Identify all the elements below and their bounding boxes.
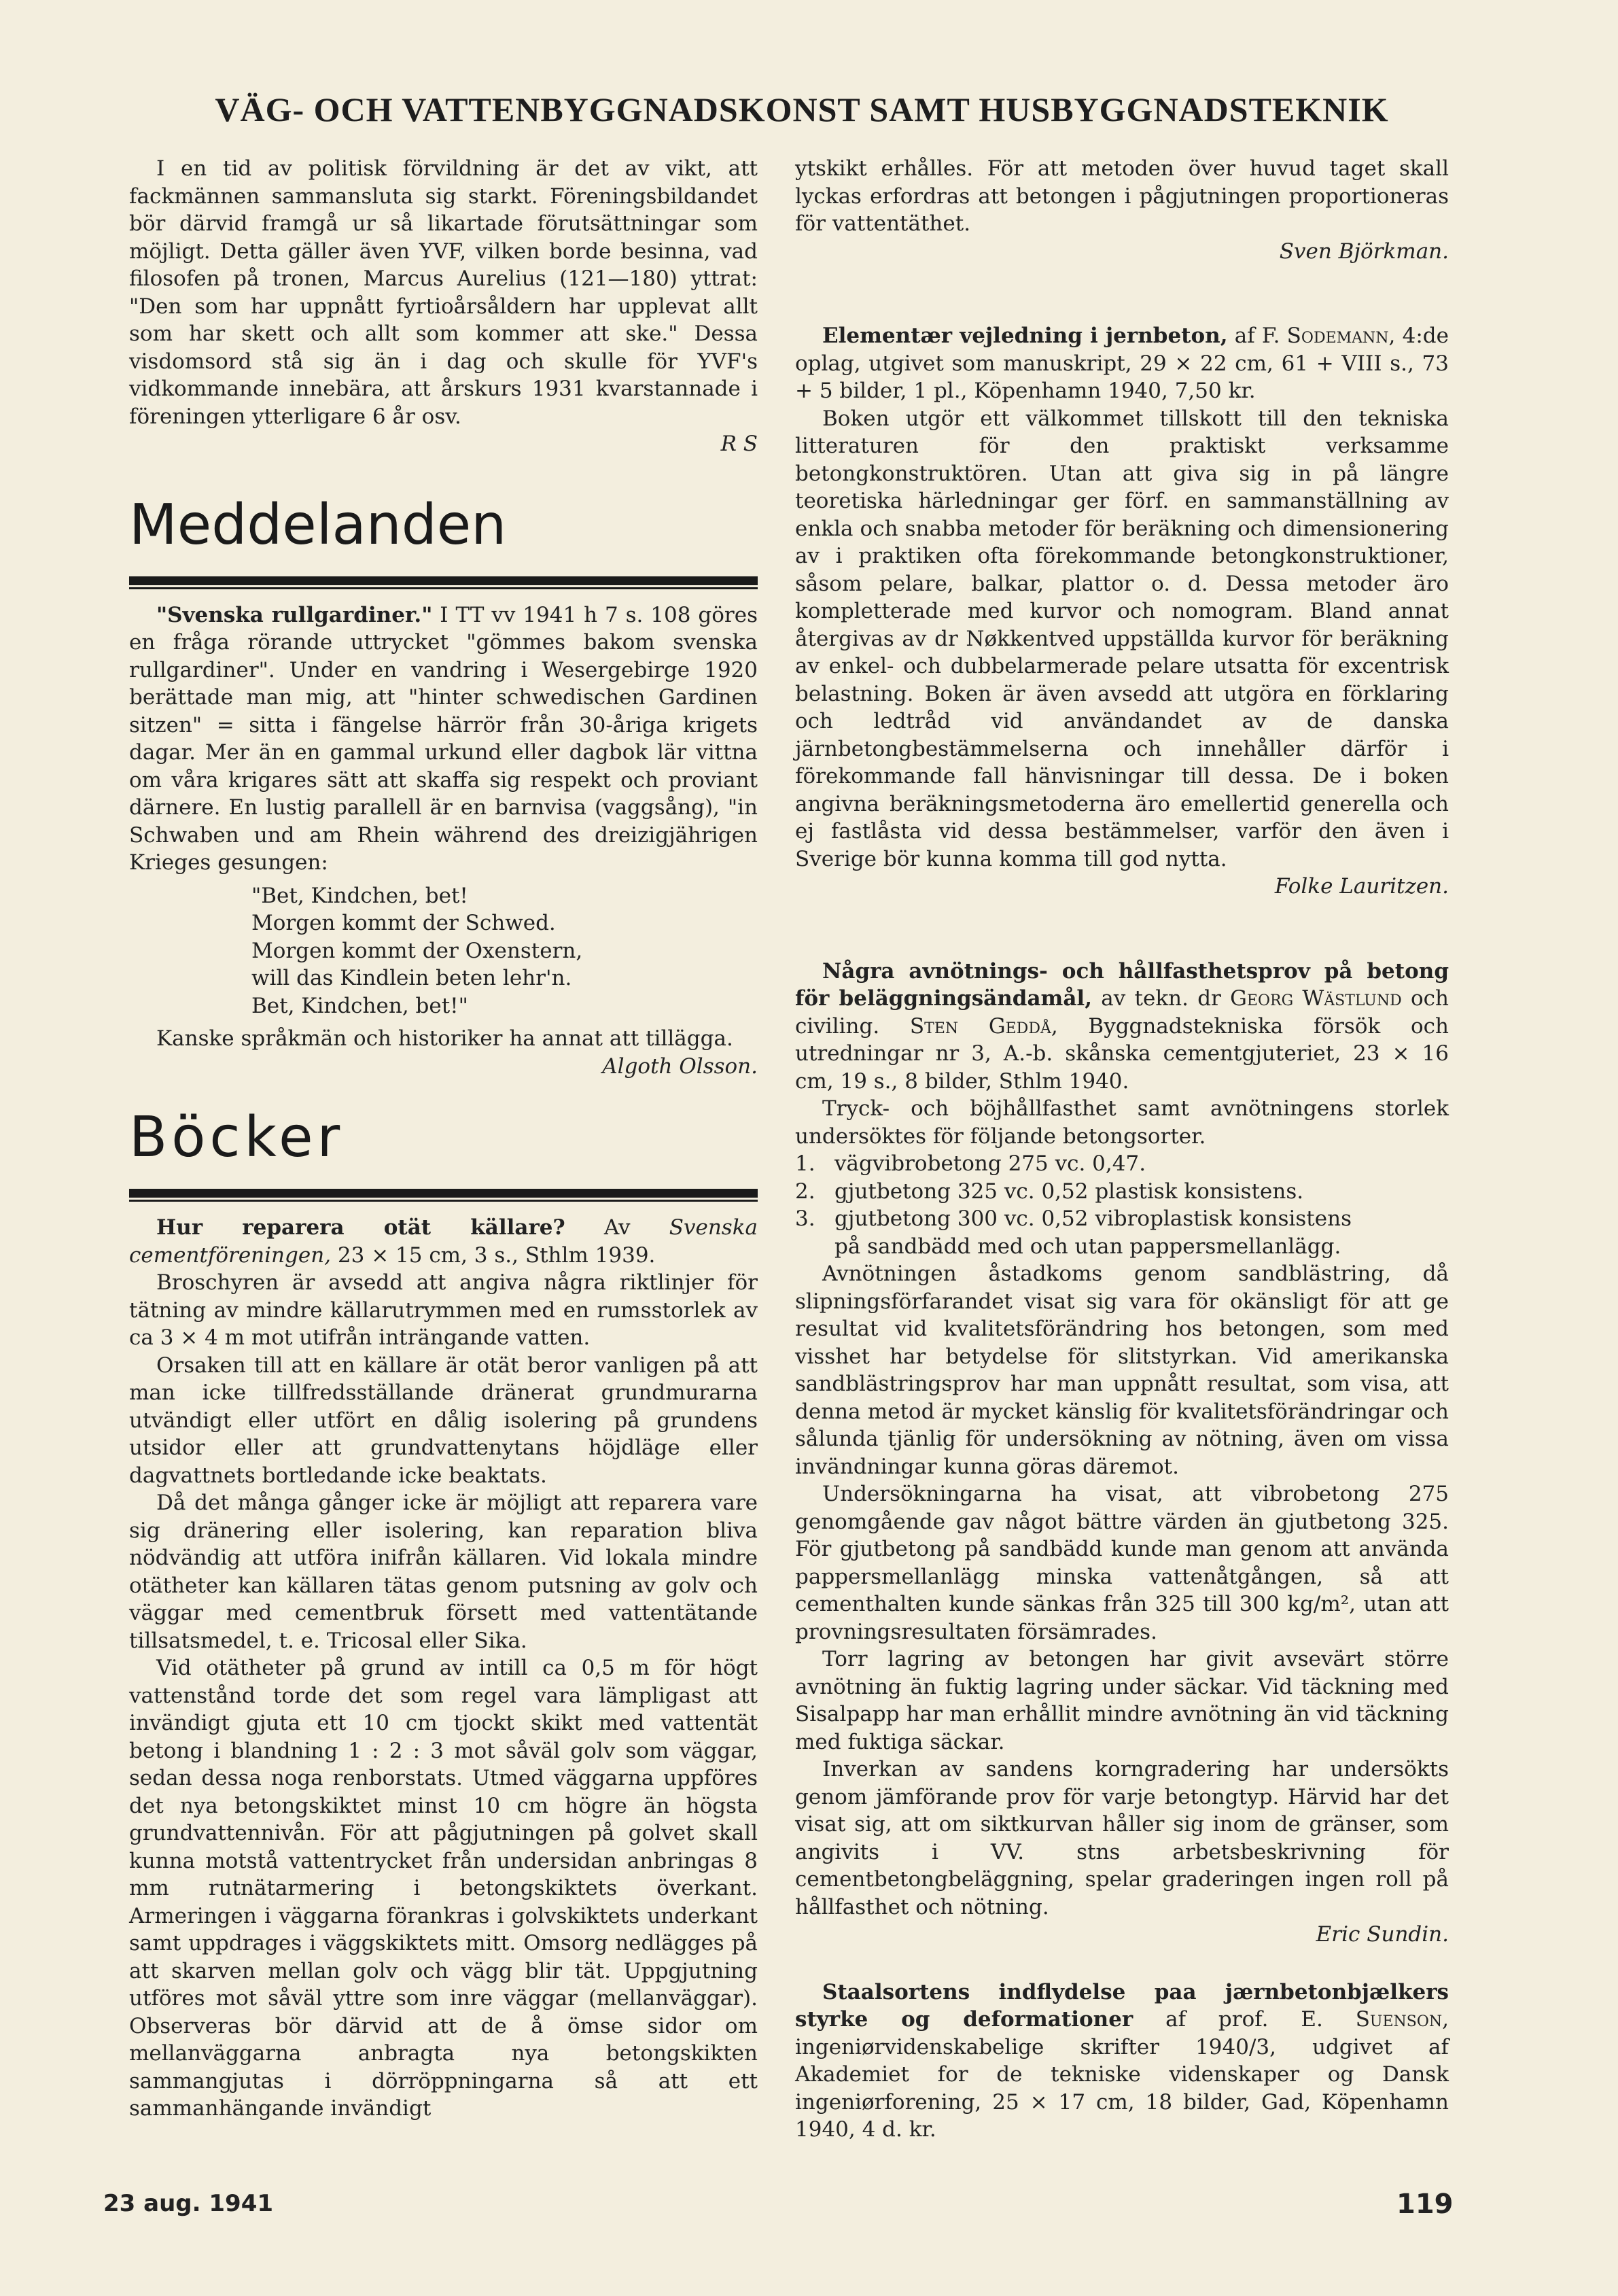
nagra-article-head (795, 958, 1449, 1096)
nagra-paragraph-3: Undersökningarna ha visat, att vibrobetong 275 genomgående gav något bättre värden än gjutbetong 325. För gjutbetong på sandbädd kunde man genom att använda pappersmellanlägg minska vattenåtgången, så att cementhalten kunde sänkas från 325 till 300 kg/m², utan att provningsresultaten försämrades. (795, 1482, 1449, 1644)
list-text: gjutbetong 325 vc. 0,52 plastisk konsistens. (834, 1179, 1304, 1204)
list-number: 2. (795, 1179, 815, 1204)
section-rule-thin (129, 587, 758, 589)
nagra-paragraph-4: Torr lagring av betongen har givit avsevärt större avnötning än fuktig lagring under säckar. Vid täckning med Sisalpapp har man erhållit mindre avnötning än vid täckning med fuktiga säckar. (795, 1647, 1449, 1754)
hur-paragraph-1: Broschyren är avsedd att angiva några riktlinjer för tätning av mindre källarutrymmen med en rumsstorlek av ca 3 × 4 m mot utifrån inträngande vatten. (129, 1270, 758, 1350)
continued-signature: Sven Björkman. (1279, 239, 1449, 264)
page-number: 119 (1396, 2189, 1454, 2220)
hur-article-head (129, 1214, 758, 1269)
section-title-bocker: Böcker (129, 1105, 345, 1170)
nagra-paragraph-5: Inverkan av sandens korngradering har undersökts genom jämförande prov för varje betongtyp. Härvid har det visat sig, att om siktkurvan håller sig inom de gränser, som angivits i VV. stns arbetsbeskrivning för cementbetongbeläggning, spelar graderingen ingen roll på hållfasthet och nötning. (795, 1757, 1449, 1919)
svenska-article (129, 602, 758, 877)
elem-author: Sodemann, (1286, 324, 1396, 348)
staal-by: af prof. E. (1165, 2007, 1323, 2032)
continued-paragraph: ytskikt erhålles. För att metoden över huvud taget skall lyckas erfordras att betongen i pågjutningen proportioneras för vattentäthet. (795, 156, 1449, 236)
hur-heading: Hur reparera otät källare? (156, 1215, 565, 1240)
elem-article-head (795, 322, 1449, 405)
nagra-author-1: Georg Wästlund (1230, 986, 1402, 1011)
hur-paragraph-3: Då det många gånger icke är möjligt att reparera vare sig dränering eller isolering, kan reparation bliva nödvändig att utföra inifrån källaren. Vid lokala mindre otätheter kan källaren tätas genom putsning av golv och väggar med cementbruk försett med vattentätande tillsatsmedel, t. e. Tricosal eller Sika. (129, 1491, 758, 1653)
svenska-body: I TT vv 1941 h 7 s. 108 göres en fråga rörande uttrycket "gömmes bakom svenska rullgardiner". Under en vandring i Wesergebirge 1920 berättade man mig, att "hinter schwedischen Gardinen sitzen" = sitta i fängelse härrör från 30-åriga krigets dagar. Mer än en gammal urkund eller dagbok lär vittna om våra krigares sätt att skaffa sig respekt och proviant därnere. En lustig parallell är en barnvisa (vaggsång), "in Schwaben und am Rhein während des dreizigjährigen Krieges gesungen: (129, 602, 758, 875)
list-number: 1. (795, 1151, 815, 1176)
intro-paragraph: I en tid av politisk förvildning är det av vikt, att fackmännen sammansluta sig starkt. Föreningsbildandet bör därvid framgå ur så likartade förutsättningar som möjligt. Detta gäller även YVF, vilken borde besinna, vad filosofen på tronen, Marcus Aurelius (121—180) yttrat: "Den som har uppnått fyrtioårsåldern har upplevat allt som har skett och allt som kommer att ske." Dessa visdomsord stå sig än i dag och skulle för YVF's vidkommande innebära, att årskurs 1931 kvarstannade i föreningen ytterligare 6 år osv. (129, 156, 758, 429)
elem-signature: Folke Lauritzen. (1274, 874, 1449, 899)
hur-source-prefix: Av (603, 1215, 631, 1240)
section-rule-thick (129, 576, 758, 585)
nagra-signature: Eric Sundin. (1316, 1922, 1449, 1947)
poem-line: Morgen kommt der Oxenstern, (251, 938, 583, 963)
staal-details: ingeniørvidenskabelige skrifter 1940/3, udgivet af Akademiet for de tekniske videnskaper og Dansk ingeniørforening, 25 × 17 cm, 18 bilder, Gad, Köpenhamn 1940, 4 d. kr. (795, 2034, 1449, 2142)
running-header: VÄG- OCH VATTENBYGGNADSKONST SAMT HUSBYGGNADSTEKNIK (215, 90, 1389, 128)
poem-line: Morgen kommt der Schwed. (251, 911, 556, 935)
section-title-meddelanden: Meddelanden (129, 492, 507, 557)
list-item (795, 1178, 1449, 1206)
right-column (795, 155, 1449, 2144)
hur-source-details: 23 × 15 cm, 3 s., Sthlm 1939. (337, 1242, 656, 1268)
elem-by: af F. (1234, 324, 1280, 348)
nagra-author-2: Sten Geddå, (909, 1013, 1058, 1039)
staal-author: Suenson, (1355, 2007, 1449, 2032)
list-item-continuation: på sandbädd med och utan pappersmellanlägg. (834, 1234, 1341, 1259)
elem-paragraph-1: Boken utgör ett välkommet tillskott till den tekniska litteraturen för den praktiskt verksamme betongkonstruktören. Utan att giva sig in på längre teoretiska härledningar ger förf. en sammanställning av enkla och snabba metoder för beräkning och dimensionering av i praktiken ofta förekommande betongkonstruktioner, såsom pelare, balkar, plattor o. d. Dessa metoder äro kompletterade med kurvor och nomogram. Bland annat återgivas av dr Nøkkentved uppställda kurvor för beräkning av enkel- och dubbelarmerade pelare utsatta för excentrisk belastning. Boken är även avsedd att utgöra en förklaring och ledtråd vid användandet av de danska järnbetongbestämmelserna och innehåller därför i förekommande fall hänvisningar till dessa. De i boken angivna beräkningsmetoderna äro emellertid generella och ej fastlåsta vid dessa bestämmelser, varför den även i Sverige bör kunna komma till god nytta. (795, 406, 1449, 871)
svenska-tail: Kanske språkmän och historiker ha annat att tillägga. (156, 1026, 733, 1051)
hur-paragraph-4: Vid otätheter på grund av intill ca 0,5 m för högt vattenstånd torde det som regel vara lämpligast att invändigt gjuta ett 10 cm tjockt skikt med vattentät betong i blandning 1 : 2 : 3 mot såväl golv som väggar, sedan dessa noga renborstats. Utmed väggarna uppföres det nya betongskiktet minst 10 cm högre än högsta grundvattennivån. För att pågjutningen på golvet skall kunna motstå vattentrycket från undersidan anbringas 8 mm rutnätarmering i betongskiktets överkant. Armeringen i väggarna förankras i golvskiktets underkant samt uppdrages i väggskiktets mitt. Omsorg nedlägges på att skarven mellan golv och vägg blir tät. Uppgjutning utföres mot såväl yttre som inre väggar (mellanväggar). Observeras bör därvid att de å ömse sidor om mellanväggarna anbragta nya betongskikten sammangjutas i dörröppningarna så att ett sammanhängande invändigt (129, 1656, 758, 2121)
hur-source-publisher: Svenska cementföreningen, (129, 1215, 758, 1268)
nagra-heading: Några avnötnings- och hållfasthetsprov på betong för beläggningsändamål, (795, 958, 1449, 1011)
nagra-paragraph-2: Avnötningen åstadkoms genom sandblästring, då slipningsförfarandet visat sig vara för okänsligt för att ge resultat vid kvalitetsförändring hos betongen, som med visshet har betydelse för slitstyrkan. Vid amerikanska sandblästringsprov har man uppnått resultat, som visa, att denna metod är mycket känslig för kvalitetsförändringar och sålunda tjänlig för undersökning av nötning, även om vissa invändningar kunna göras däremot. (795, 1262, 1449, 1479)
elem-heading: Elementær vejledning i jernbeton, (822, 324, 1228, 348)
svenska-heading: "Svenska rullgardiner." (156, 602, 433, 627)
poem-line: Bet, Kindchen, bet!" (251, 993, 468, 1018)
poem (251, 882, 758, 1020)
list-text: vägvibrobetong 275 vc. 0,47. (834, 1151, 1146, 1176)
poem-line: "Bet, Kindchen, bet! (251, 883, 468, 908)
svenska-signature: Algoth Olsson. (602, 1054, 758, 1079)
poem-line: will das Kindlein beten lehr'n. (251, 966, 572, 990)
nagra-by: av tekn. dr (1101, 986, 1221, 1011)
section-rule-thick (129, 1189, 758, 1198)
list-item (795, 1150, 1449, 1178)
nagra-paragraph-1: Tryck- och böjhållfasthet samt avnötningens storlek undersöktes för följande betongsorter. (795, 1096, 1449, 1149)
left-column (129, 155, 758, 2123)
nagra-mid: och civiling. (795, 986, 1449, 1039)
hur-paragraph-2: Orsaken till att en källare är otät beror vanligen på att man icke tillfredsställande dränerat grundmurarna utvändigt eller utfört en dålig isolering på grundens utsidor eller att grundvattenytans höjdläge eller dagvattnets bortledande icke beaktats. (129, 1353, 758, 1488)
intro-signature: R S (720, 432, 758, 456)
list-text: gjutbetong 300 vc. 0,52 vibroplastisk konsistens (834, 1206, 1352, 1231)
section-rule-thin (129, 1200, 758, 1202)
staal-heading: Staalsortens indflydelse paa jærnbetonbjælkers styrke og deformationer (795, 1979, 1449, 2032)
list-number: 3. (795, 1206, 815, 1231)
nagra-details: Byggnadstekniska försök och utredningar nr 3, A.-b. skånska cementgjuteriet, 23 × 16 cm, 19 s., 8 bilder, Sthlm 1940. (795, 1013, 1449, 1094)
footer-date: 23 aug. 1941 (103, 2190, 274, 2217)
list-item (795, 1205, 1449, 1233)
elem-details: 4:de oplag, utgivet som manuskript, 29 × 22 cm, 61 + VIII s., 73 + 5 bilder, 1 pl., Köpenhamn 1940, 7,50 kr. (795, 324, 1449, 403)
staal-article-head (795, 1979, 1449, 2144)
